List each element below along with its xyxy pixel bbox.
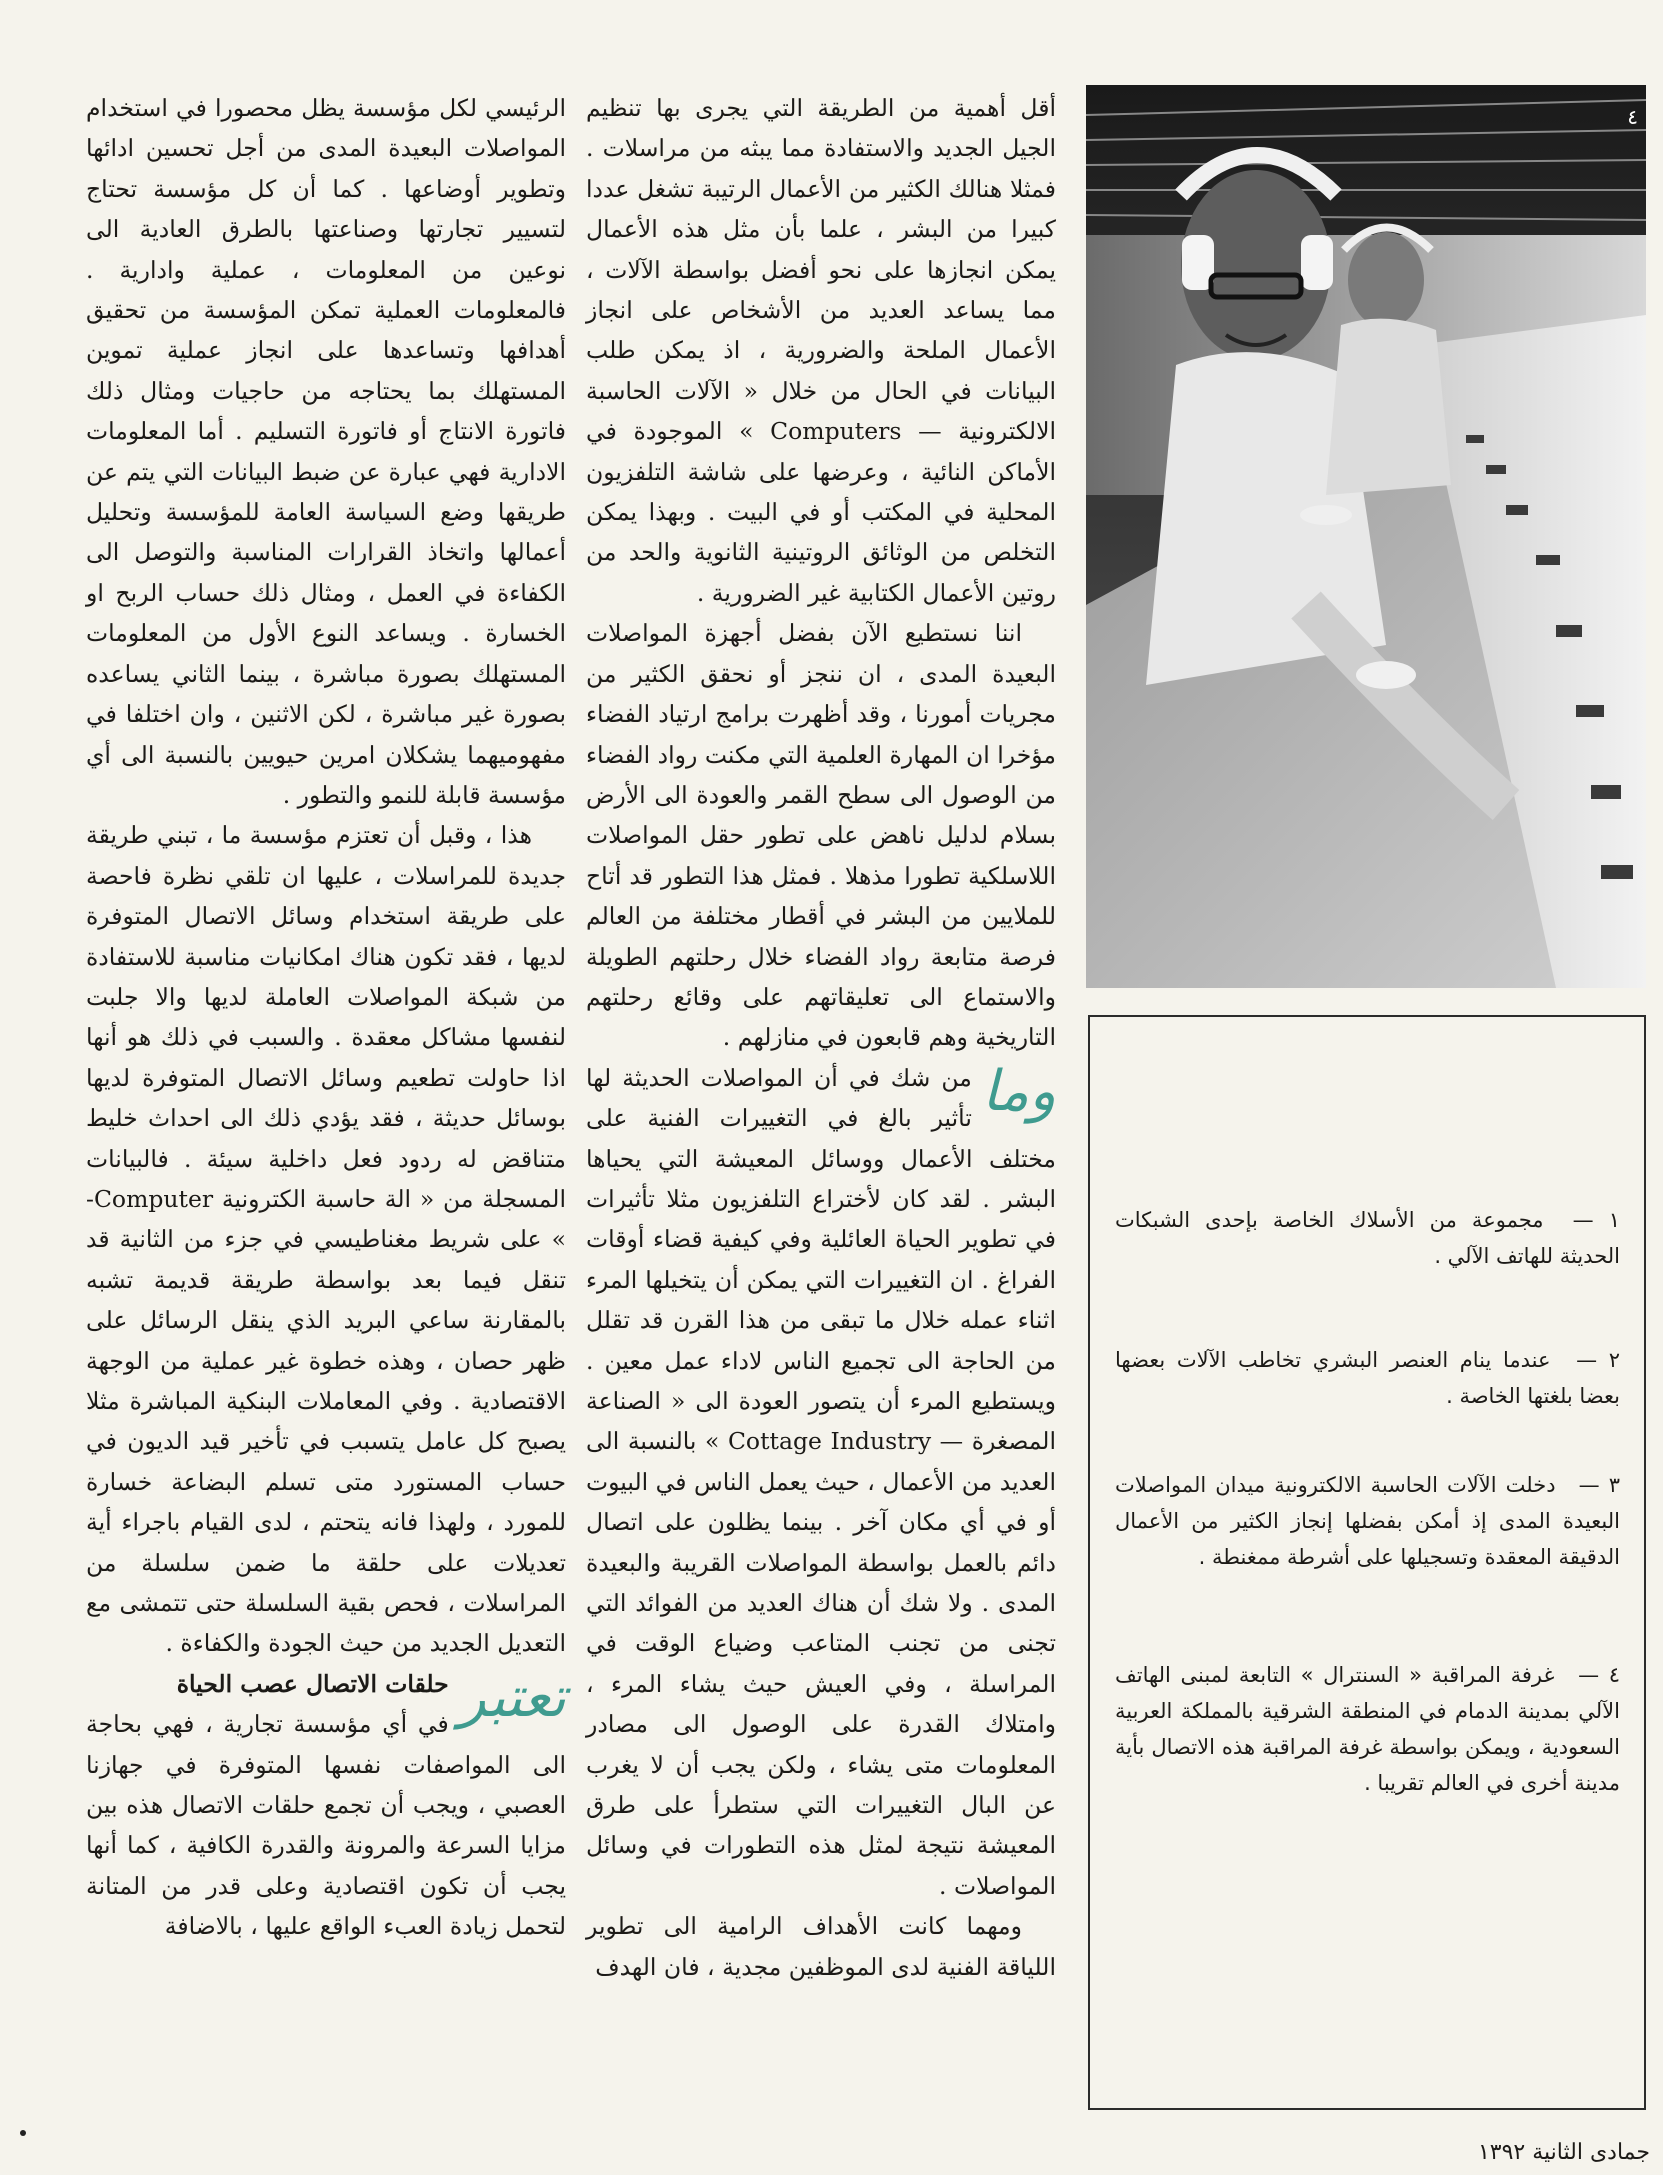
caption-3 [1115, 1467, 1620, 1575]
paragraph-with-dropcap [586, 1058, 1056, 1907]
caption-4 [1115, 1657, 1620, 1801]
dropcap-word: وما [981, 1058, 1056, 1124]
caption-text: غرفة المراقبة « السنترال » التابعة لمبنى الهاتف الآلي بمدينة الدمام في المنطقة الشرقية بالمملكة العربية السعودية ، ويمكن بواسطة غرفة المراقبة هذه الاتصال بأية مدينة أخرى في العالم تقريبا . [1115, 1663, 1620, 1795]
dropcap-word: تعتبر [458, 1664, 566, 1730]
caption-text: عندما ينام العنصر البشري تخاطب الآلات بعضها بعضا بلغتها الخاصة . [1115, 1348, 1620, 1408]
article-column-middle [586, 88, 1056, 1987]
caption-2 [1115, 1342, 1620, 1414]
caption-number: ١ — [1572, 1208, 1620, 1232]
paragraph: ومهما كانت الأهداف الرامية الى تطوير اللياقة الفنية لدى الموظفين مجدية ، فان الهدف [586, 1912, 1056, 1981]
control-room-photo [1086, 85, 1646, 988]
page-dot-mark [20, 2130, 26, 2136]
caption-1 [1115, 1202, 1620, 1274]
page-footer-date: جمادى الثانية ١٣٩٢ [1477, 2140, 1650, 2165]
section-subheading: حلقات الاتصال عصب الحياة [176, 1669, 449, 1698]
paragraph: اننا نستطيع الآن بفضل أجهزة المواصلات البعيدة المدى ، ان ننجز أو نحقق الكثير من مجريات أمورنا ، وقد أظهرت برامج ارتياد الفضاء مؤخرا ان المهارة العلمية التي مكنت رواد الفضاء من الوصول الى سطح القمر والعودة الى الأرض بسلام لدليل ناهض على تطور حقل المواصلات اللاسلكية تطورا مذهلا . فمثل هذا التطور قد أتاح للملايين من البشر في أقطار مختلفة من العالم فرصة متابعة رواد الفضاء خلال رحلتهم الطويلة والاستماع الى تعليقاتهم على وقائع رحلتهم التاريخية وهم قابعون في منازلهم . [586, 619, 1056, 1052]
paragraph-with-subhead [86, 1664, 566, 1947]
paragraph-text: في أي مؤسسة تجارية ، فهي بحاجة الى المواصفات نفسها المتوفرة في جهازنا العصبي ، ويجب أن تجمع حلقات الاتصال هذه بين مزايا السرعة والمرونة والقدرة الكافية ، كما أنها يجب أن تكون اقتصادية وعلى قدر من المتانة لتحمل زيادة العبء الواقع عليها ، بالاضافة [86, 1710, 566, 1941]
caption-number: ٤ — [1578, 1663, 1620, 1687]
caption-text: مجموعة من الأسلاك الخاصة بإحدى الشبكات الحديثة للهاتف الآلي . [1115, 1208, 1620, 1268]
caption-box [1088, 1015, 1646, 2110]
paragraph: الرئيسي لكل مؤسسة يظل محصورا في استخدام المواصلات البعيدة المدى من أجل تحسين ادائها وتطوير أوضاعها . كما أن كل مؤسسة تحتاج لتسيير تجارتها وصناعتها بالطرق العادية الى نوعين من المعلومات ، عملية وادارية . فالمعلومات العملية تمكن المؤسسة من تحقيق أهدافها وتساعدها على انجاز عملية تموين المستهلك بما يحتاجه من حاجيات ومثال ذلك فاتورة الانتاج أو فاتورة التسليم . أما المعلومات الادارية فهي عبارة عن ضبط البيانات التي يتم عن طريقها وضع السياسة العامة للمؤسسة وتحليل أعمالها واتخاذ القرارات المناسبة والتوصل الى الكفاءة في العمل ، ومثال ذلك حساب الربح او الخسارة . ويساعد النوع الأول من المعلومات المستهلك بصورة مباشرة ، بينما الثاني يساعده بصورة غير مباشرة ، لكن الاثنين ، وان اختلفا في مفهوميهما يشكلان امرين حيويين بالنسبة الى أي مؤسسة قابلة للنمو والتطور . [86, 94, 566, 809]
caption-number: ٢ — [1576, 1348, 1620, 1372]
photo-number: ٤ [1627, 105, 1638, 129]
paragraph: أقل أهمية من الطريقة التي يجرى بها تنظيم الجيل الجديد والاستفادة مما يبثه من مراسلات . فمثلا هنالك الكثير من الأعمال الرتيبة تشغل عددا كبيرا من البشر ، علما بأن مثل هذه الأعمال يمكن انجازها على نحو أفضل بواسطة الآلات ، مما يساعد العديد من الأشخاص على انجاز الأعمال الملحة والضرورية ، اذ يمكن طلب البيانات في الحال من خلال « الآلات الحاسبة الالكترونية — Computers » الموجودة في الأماكن النائية ، وعرضها على شاشة التلفزيون المحلية في المكتب أو في البيت . وبهذا يمكن التخلص من الوثائق الروتينية الثانوية والحد من روتين الأعمال الكتابية غير الضرورية . [586, 94, 1057, 607]
paragraph: هذا ، وقبل أن تعتزم مؤسسة ما ، تبني طريقة جديدة للمراسلات ، عليها ان تلقي نظرة فاحصة على طريقة استخدام وسائل الاتصال المتوفرة لديها ، فقد تكون هناك امكانيات مناسبة للاستفادة من شبكة المواصلات العاملة لديها والا جلبت لنفسها مشاكل معقدة . والسبب في ذلك هو أنها اذا حاولت تطعيم وسائل الاتصال المتوفرة لديها بوسائل حديثة ، فقد يؤدي ذلك الى احداث خليط متناقض له ردود فعل داخلية سيئة . فالبيانات المسجلة من « الة حاسبة الكترونية Computer- » على شريط مغناطيسي في جزء من الثانية قد تنقل فيما بعد بواسطة طريقة قديمة تشبه بالمقارنة ساعي البريد الذي ينقل الرسائل على ظهر حصان ، وهذه خطوة غير عملية من الوجهة الاقتصادية . وفي المعاملات البنكية المباشرة مثلا يصبح كل عامل يتسبب في تأخير قيد الديون في حساب المستورد متى تسلم البضاعة خسارة للمورد ، ولهذا فانه يتحتم ، لدى القيام باجراء أية تعديلات على حلقة ما ضمن سلسلة من المراسلات ، فحص بقية السلسلة حتى تتمشى مع التعديل الجديد من حيث الجودة والكفاءة . [86, 821, 566, 1658]
caption-number: ٣ — [1578, 1473, 1620, 1497]
paragraph-text: من شك في أن المواصلات الحديثة لها تأثير بالغ في التغييرات الفنية على مختلف الأعمال ووسائل المعيشة التي يحياها البشر . لقد كان لأختراع التلفزيون مثلا تأثيرات في تطوير الحياة العائلية وفي كيفية قضاء أوقات الفراغ . ان التغييرات التي يمكن أن يتخيلها المرء اثناء عمله خلال ما تبقى من هذا القرن قد تقلل من الحاجة الى تجميع الناس لاداء عمل معين . ويستطيع المرء أن يتصور العودة الى « الصناعة المصغرة — Cottage Industry » بالنسبة الى العديد من الأعمال ، حيث يعمل الناس في البيوت أو في أي مكان آخر . بينما يظلون على اتصال دائم بالعمل بواسطة المواصلات القريبة والبعيدة المدى . ولا شك أن هناك العديد من الفوائد التي تجنى من تجنب المتاعب وضياع الوقت في المراسلة ، وفي العيش حيث يشاء المرء ، وامتلاك القدرة على الوصول الى مصادر المعلومات متى يشاء ، ولكن يجب أن لا يغرب عن البال التغييرات التي ستطرأ على طرق المعيشة نتيجة لمثل هذه التطورات في وسائل المواصلات . [586, 1063, 1057, 1900]
photo-icon [1086, 85, 1646, 988]
caption-text: دخلت الآلات الحاسبة الالكترونية ميدان المواصلات البعيدة المدى إذ أمكن بفضلها إنجاز الكثير من الأعمال الدقيقة المعقدة وتسجيلها على أشرطة ممغنطة . [1115, 1473, 1620, 1569]
article-column-left [86, 88, 566, 1947]
